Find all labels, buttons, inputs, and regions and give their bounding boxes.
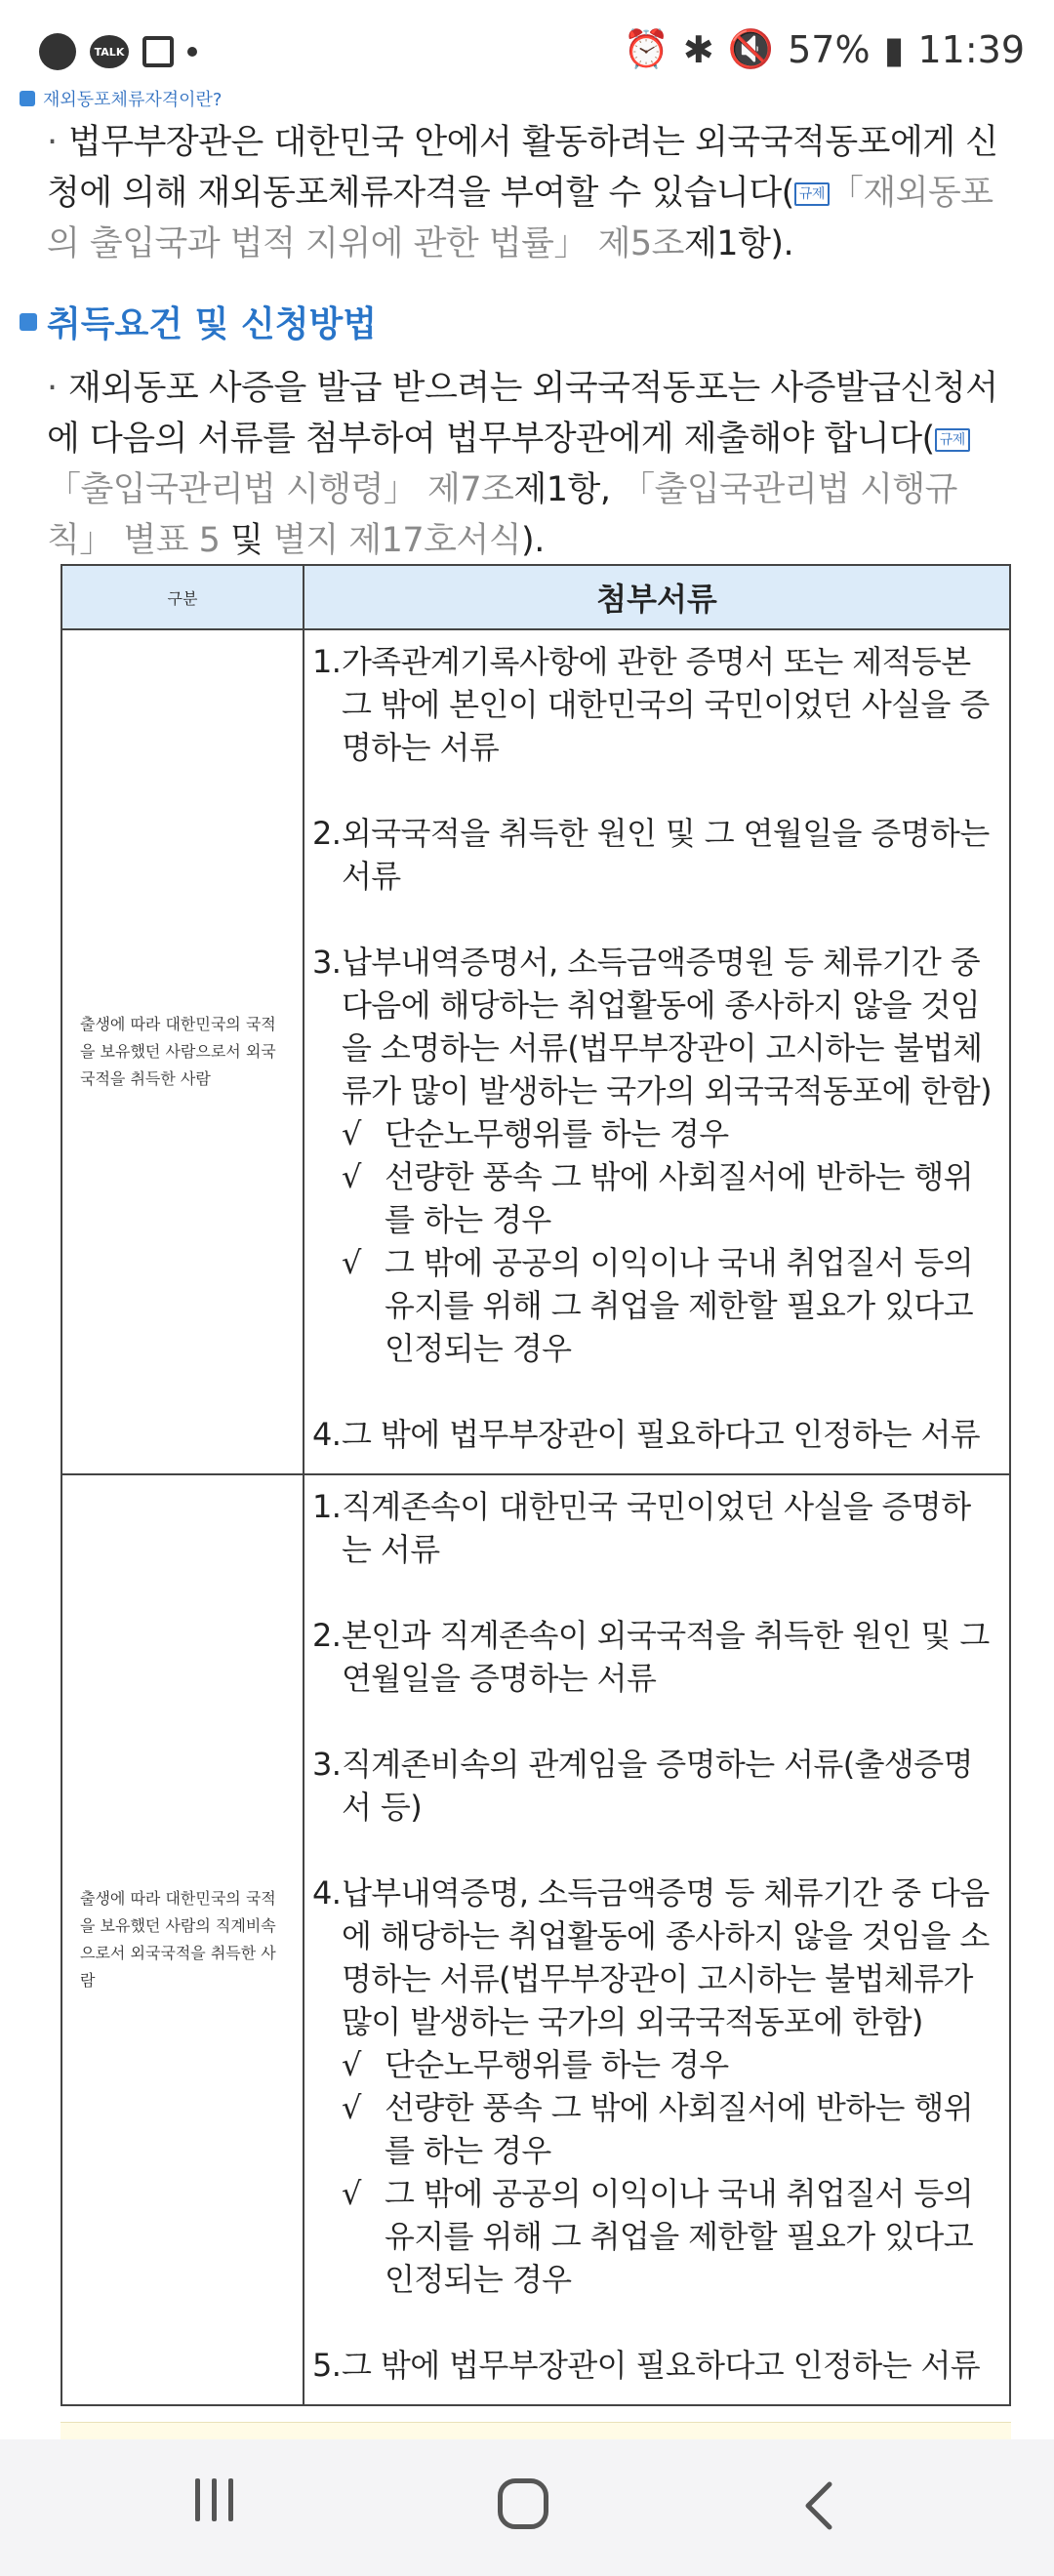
item-number: 3. (312, 944, 342, 981)
home-button[interactable] (498, 2478, 548, 2529)
condition-item (312, 2086, 997, 2172)
item-text: 납부내역증명, 소득금액증명 등 체류기간 중 다음에 해당하는 취업활동에 종사하지 않을 것임을 소명하는 서류(법무부장관이 고시하는 불법체류가 많이 발생하는 국가의 외국국적동포에 한함) (342, 1874, 990, 2040)
table-row (62, 630, 1009, 1475)
item-number: 3. (312, 1746, 342, 1783)
body-paragraph (47, 363, 1019, 566)
item-text: 그 밖에 법무부장관이 필요하다고 인정하는 서류 (342, 1416, 981, 1453)
back-chevron-icon (800, 2478, 839, 2533)
section-bullet-icon (20, 91, 35, 106)
intro-text: 법무부장관은 대한민국 안에서 활동하려는 외국국적동포에게 신청에 의해 재외동포체류자격을 부여할 수 있습니다( (47, 123, 998, 213)
navigation-bar (0, 2439, 1054, 2576)
message-icon (39, 33, 76, 70)
intro-tail: 제1항). (683, 224, 794, 263)
condition-text: 선량한 풍속 그 밖에 사회질서에 반하는 행위를 하는 경우 (385, 2089, 974, 2169)
document-item (312, 812, 997, 898)
item-number: 2. (312, 815, 342, 852)
documents-cell (304, 630, 1009, 1473)
required-documents-table (61, 564, 1011, 2406)
document-item (312, 1614, 997, 1700)
item-text: 외국국적을 취득한 원인 및 그 연월일을 증명하는 서류 (342, 815, 990, 895)
kakaotalk-icon: TALK (90, 35, 129, 68)
status-bar (0, 0, 1054, 94)
recent-apps-icon (195, 2478, 200, 2521)
documents-cell (304, 1475, 1009, 2404)
more-notifications-dot-icon (187, 47, 197, 57)
battery-icon: ▮ (883, 27, 905, 71)
document-item (312, 1485, 997, 1571)
bullet-dot: · (47, 123, 58, 162)
condition-text: 단순노무행위를 하는 경우 (385, 2046, 729, 2083)
recent-apps-icon (212, 2478, 217, 2521)
system-status (624, 27, 1025, 71)
item-text: 직계존속이 대한민국 국민이었던 사실을 증명하는 서류 (342, 1488, 971, 1568)
item-text: 납부내역증명서, 소득금액증명원 등 체류기간 중 다음에 해당하는 취업활동에 종사하지 않을 것임을 소명하는 서류(법무부장관이 고시하는 불법체류가 많이 발생하는 국가의 외국국적동포에 한함) (342, 944, 992, 1109)
header-category: 구분 (62, 566, 304, 628)
mute-icon: 🔇 (727, 27, 775, 70)
condition-item (312, 2043, 997, 2086)
item-text: 본인과 직계존속이 외국국적을 취득한 원인 및 그 연월일을 증명하는 서류 (342, 1617, 990, 1697)
section-title-text: 취득요건 및 신청방법 (47, 304, 378, 344)
top-section-link[interactable] (20, 86, 222, 111)
recent-apps-button[interactable] (195, 2478, 233, 2521)
item-number: 5. (312, 2347, 342, 2384)
law-reference-link[interactable]: 「출입국관리법 시행령」 제7조 (47, 470, 514, 509)
document-item (312, 640, 997, 769)
body-text: 재외동포 사증을 발급 받으려는 외국국적동포는 사증발급신청서에 다음의 서류를 첨부하여 법무부장관에게 제출해야 합니다( (47, 369, 998, 459)
regulation-icon[interactable]: 규제 (794, 182, 830, 206)
condition-text: 그 밖에 공공의 이익이나 국내 취업질서 등의 유지를 위해 그 취업을 제한할 필요가 있다고 인정되는 경우 (385, 1244, 974, 1367)
item-text: 가족관계기록사항에 관한 증명서 또는 제적등본 그 밖에 본인이 대한민국의 국민이었던 사실을 증명하는 서류 (342, 643, 990, 766)
condition-item (312, 2172, 997, 2301)
battery-percent: 57% (788, 27, 871, 71)
item-number: 4. (312, 1874, 342, 1912)
document-item (312, 941, 997, 1370)
item-number: 1. (312, 1488, 342, 1525)
item-text: 그 밖에 법무부장관이 필요하다고 인정하는 서류 (342, 2347, 981, 2384)
back-button[interactable] (800, 2478, 839, 2533)
intro-paragraph (47, 117, 1019, 269)
check-icon: √ (342, 2175, 361, 2212)
section-bullet-icon (20, 313, 37, 331)
item-text: 직계존비속의 관계임을 증명하는 서류(출생증명서 등) (342, 1746, 973, 1826)
body-connector: 및 (220, 521, 274, 560)
condition-item (312, 1112, 997, 1155)
item-number: 2. (312, 1617, 342, 1654)
section-title (20, 297, 377, 346)
document-item (312, 1413, 997, 1456)
category-cell: 출생에 따라 대한민국의 국적을 보유했던 사람의 직계비속으로서 외국국적을 취득한 사람 (62, 1475, 304, 2404)
item-number: 4. (312, 1416, 342, 1453)
table-row (62, 1475, 1009, 2404)
header-documents: 첨부서류 (596, 581, 717, 618)
document-item (312, 1872, 997, 2301)
law-reference-link[interactable]: 「출입국관리법 시행규칙」 별표 5 (47, 470, 957, 560)
check-icon: √ (342, 1158, 361, 1195)
table-header (62, 566, 1009, 630)
check-icon: √ (342, 1244, 361, 1281)
check-icon: √ (342, 1115, 361, 1152)
calendar-icon (142, 36, 174, 67)
check-icon: √ (342, 2046, 361, 2083)
condition-item (312, 1241, 997, 1370)
bullet-dot: · (47, 369, 58, 408)
document-item (312, 1743, 997, 1829)
item-number: 1. (312, 643, 342, 680)
category-cell: 출생에 따라 대한민국의 국적을 보유했던 사람으로서 외국국적을 취득한 사람 (62, 630, 304, 1473)
body-tail: ). (521, 521, 545, 560)
next-note-box (61, 2422, 1011, 2441)
document-item (312, 2344, 997, 2387)
clock: 11:39 (917, 27, 1025, 71)
condition-text: 그 밖에 공공의 이익이나 국내 취업질서 등의 유지를 위해 그 취업을 제한할 필요가 있다고 인정되는 경우 (385, 2175, 974, 2298)
top-link-label: 재외동포체류자격이란? (43, 90, 223, 110)
check-icon: √ (342, 2089, 361, 2126)
law-reference-link[interactable]: 「재외동포의 출입국과 법적 지위에 관한 법률」 제5조 (47, 174, 993, 263)
body-connector: 제1항, (513, 470, 622, 509)
condition-text: 선량한 풍속 그 밖에 사회질서에 반하는 행위를 하는 경우 (385, 1158, 974, 1238)
condition-item (312, 1155, 997, 1241)
alarm-icon: ⏰ (623, 27, 669, 70)
regulation-icon[interactable]: 규제 (935, 428, 970, 452)
recent-apps-icon (228, 2478, 233, 2521)
notification-icons (39, 33, 197, 70)
condition-text: 단순노무행위를 하는 경우 (385, 1115, 729, 1152)
bluetooth-icon: ✱ (682, 27, 714, 71)
form-reference-link[interactable]: 별지 제17호서식 (273, 521, 522, 560)
